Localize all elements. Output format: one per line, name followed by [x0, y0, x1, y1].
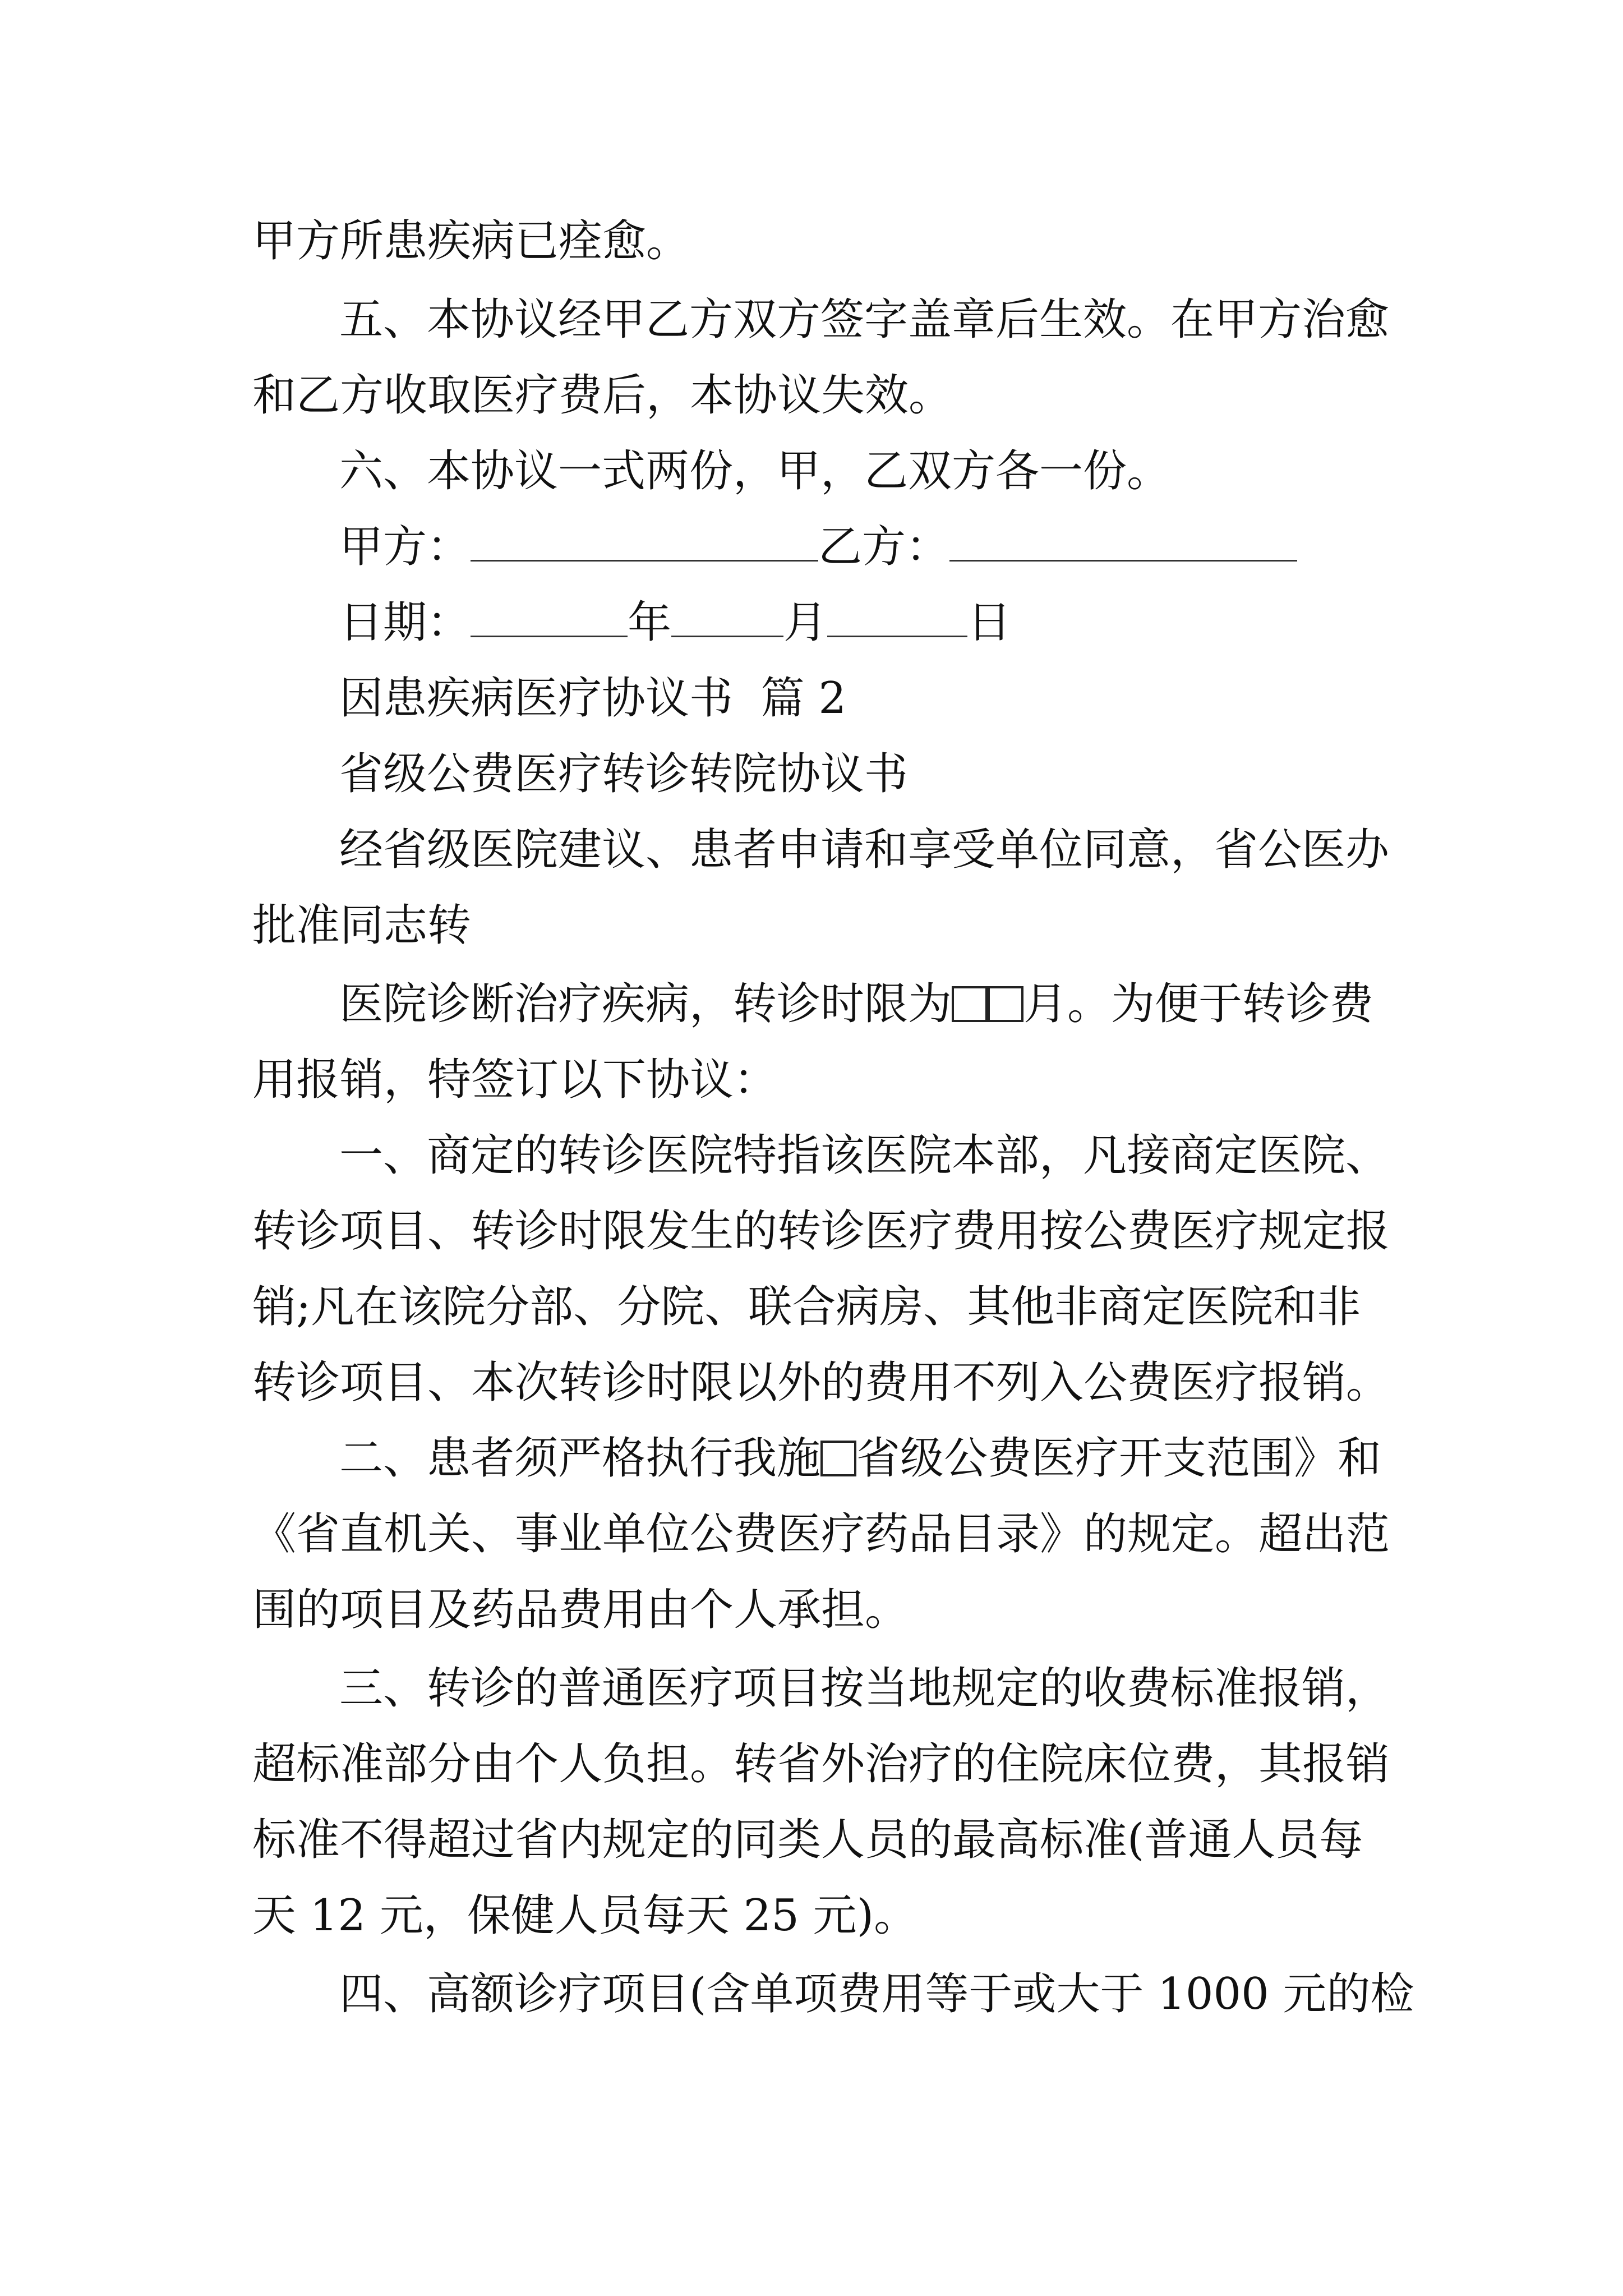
body-line: 《省直机关、事业单位公费医疗药品目录》的规定。超出范 — [252, 1509, 1390, 1559]
missing-char-box — [952, 986, 988, 1022]
body-line: 围的项目及药品费用由个人承担。 — [252, 1585, 909, 1635]
clause-five: 五、本协议经甲乙方双方签字盖章后生效。在甲方治愈 — [339, 295, 1390, 345]
year-blank — [471, 599, 628, 637]
diagnosis-line — [339, 976, 1373, 1032]
clause-four: 四、高额诊疗项目(含单项费用等于或大于 1000 元的检 — [339, 1969, 1414, 2019]
section-heading: 因患疾病医疗协议书 篇 2 — [339, 673, 847, 724]
body-line: 销;凡在该院分部、分院、联合病房、其他非商定医院和非 — [252, 1282, 1361, 1332]
body-line: 标准不得超过省内规定的同类人员的最高标准(普通人员每 — [252, 1815, 1363, 1865]
missing-char-box — [988, 986, 1023, 1022]
clause-six: 六、本协议一式两份，甲，乙双方各一份。 — [339, 446, 1171, 496]
body-line: 用报销，特签订以下协议： — [252, 1055, 778, 1105]
signature-line — [339, 519, 1297, 575]
date-line — [339, 595, 1011, 651]
clause-two-text-after: 省级公费医疗开支范围》和 — [856, 1433, 1382, 1484]
party-a-label: 甲方： — [339, 522, 471, 572]
clause-one: 一、商定的转诊医院特指该医院本部，凡接商定医院、 — [339, 1130, 1390, 1181]
body-line: 天 12 元，保健人员每天 25 元)。 — [252, 1890, 918, 1941]
body-line: 转诊项目、转诊时限发生的转诊医疗费用按公费医疗规定报 — [252, 1206, 1390, 1257]
body-line: 和乙方收取医疗费后，本协议失效。 — [252, 370, 953, 421]
month-label: 月 — [783, 597, 828, 648]
agreement-title: 省级公费医疗转诊转院协议书 — [339, 749, 909, 799]
body-line: 转诊项目、本次转诊时限以外的费用不列入公费医疗报销。 — [252, 1358, 1390, 1408]
body-line: 超标准部分由个人负担。转省外治疗的住院床位费，其报销 — [252, 1739, 1390, 1789]
year-label: 年 — [628, 597, 672, 648]
missing-char-box — [820, 1441, 856, 1476]
body-line: 批准同志转 — [252, 900, 472, 951]
clause-two — [339, 1430, 1381, 1487]
body-line: 经省级医院建议、患者申请和享受单位同意，省公医办 — [339, 825, 1390, 875]
date-label: 日期： — [339, 597, 471, 648]
clause-two-text-before: 二、患者须严格执行我施 — [339, 1433, 821, 1484]
month-blank — [671, 599, 783, 637]
diagnosis-text-after: 月。为便于转诊费 — [1023, 979, 1374, 1029]
party-b-blank — [949, 523, 1297, 562]
day-label: 日 — [967, 597, 1012, 648]
clause-three: 三、转诊的普通医疗项目按当地规定的收费标准报销， — [339, 1663, 1390, 1714]
body-line: 甲方所患疾病已痊愈。 — [252, 216, 690, 266]
day-blank — [827, 599, 967, 637]
party-b-label: 乙方： — [818, 522, 950, 572]
party-a-blank — [471, 523, 818, 562]
diagnosis-text-before: 医院诊断治疗疾病，转诊时限为 — [339, 979, 952, 1029]
